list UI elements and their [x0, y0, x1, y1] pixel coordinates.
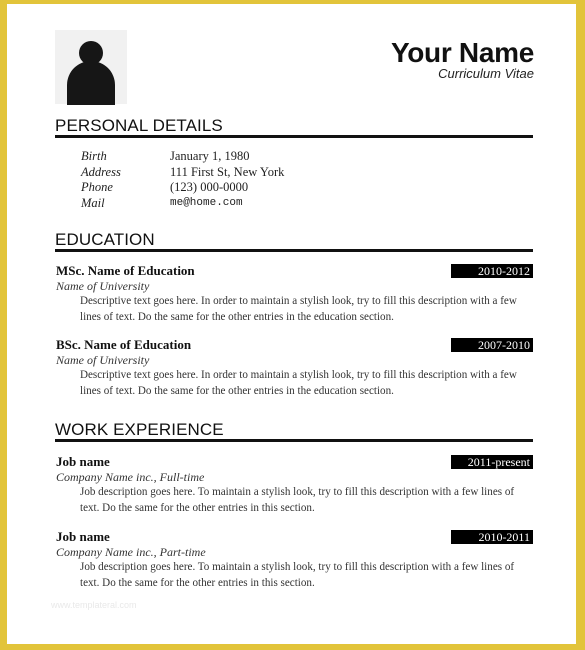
detail-value-email[interactable]: me@home.com: [170, 196, 243, 209]
entry-date-badge: 2007-2010: [451, 338, 533, 352]
entry-description: Descriptive text goes here. In order to maintain a stylish look, try to fill this description with a few lines of text. Do the same for the other entries in the education section.: [80, 295, 517, 323]
section-title-personal: PERSONAL DETAILS: [55, 116, 223, 135]
detail-label: Address: [81, 164, 121, 179]
entry-title: BSc. Name of Education: [56, 337, 192, 352]
avatar-body-icon: [67, 61, 115, 105]
entry-title: MSc. Name of Education: [56, 263, 195, 278]
work-entry: [56, 529, 533, 591]
detail-label: Mail: [81, 195, 105, 210]
detail-label: Birth: [81, 149, 107, 163]
entry-description: Descriptive text goes here. In order to maintain a stylish look, try to fill this description with a few lines of text. Do the same for the other entries in the education section.: [80, 369, 517, 397]
entry-date-badge: 2011-present: [451, 455, 533, 469]
entry-subtitle: Company Name inc., Part-time: [56, 545, 206, 559]
avatar: [55, 30, 127, 104]
section-divider: [55, 135, 533, 138]
detail-row-phone: [81, 180, 284, 196]
work-entry: [56, 454, 533, 516]
detail-value: 111 First St, New York: [170, 164, 285, 179]
detail-row-birth: [81, 149, 284, 165]
section-title-work: WORK EXPERIENCE: [55, 420, 224, 439]
full-name: Your Name: [390, 37, 534, 68]
education-entry: [56, 337, 533, 399]
resume-page: [7, 4, 576, 644]
section-divider: [55, 439, 533, 442]
detail-row-mail: [81, 196, 284, 212]
entry-title: Job name: [56, 454, 110, 469]
entry-description: Job description goes here. To maintain a stylish look, try to fill this description with a few lines of text. Do the same for the other entries in this section.: [80, 486, 515, 514]
entry-title: Job name: [56, 529, 110, 544]
entry-subtitle: Company Name inc., Full-time: [56, 470, 205, 484]
education-entry: [56, 263, 533, 325]
watermark: www.templateral.com: [51, 600, 137, 610]
entry-subtitle: Name of University: [56, 279, 150, 293]
detail-row-address: [81, 165, 284, 181]
personal-details-list: [81, 149, 284, 211]
detail-value: (123) 000-0000: [170, 180, 249, 194]
entry-date-badge: 2010-2011: [451, 530, 533, 544]
section-divider: [55, 249, 533, 252]
detail-value: January 1, 1980: [170, 149, 250, 163]
entry-date-badge: 2010-2012: [451, 264, 533, 278]
entry-description: Job description goes here. To maintain a stylish look, try to fill this description with a few lines of text. Do the same for the other entries in this section.: [80, 561, 515, 589]
entry-subtitle: Name of University: [56, 353, 150, 367]
section-title-education: EDUCATION: [55, 230, 155, 249]
document-subtitle: Curriculum Vitae: [438, 66, 534, 81]
detail-label: Phone: [81, 180, 113, 194]
